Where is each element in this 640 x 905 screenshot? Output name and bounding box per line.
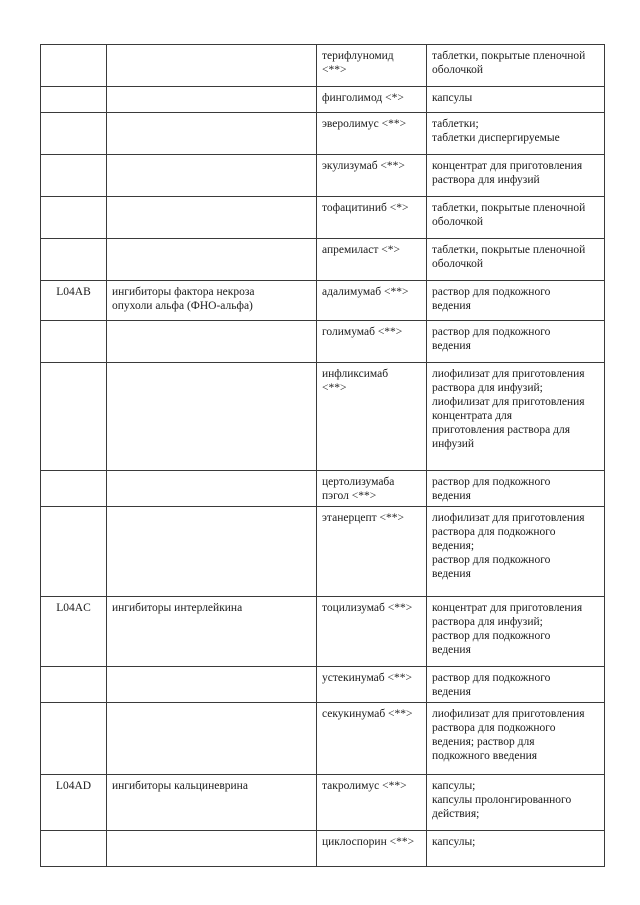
atc-code-cell xyxy=(41,113,107,155)
atc-code-cell xyxy=(41,471,107,507)
pharmacological-group-cell xyxy=(107,113,317,155)
dosage-form-cell: таблетки, покрытые пленочной оболочкой xyxy=(427,197,605,239)
table-row xyxy=(41,239,605,281)
dosage-form-cell: капсулы xyxy=(427,87,605,113)
dosage-form-cell: концентрат для приготовления раствора для инфузий xyxy=(427,155,605,197)
pharmacological-group-cell xyxy=(107,471,317,507)
table-row xyxy=(41,87,605,113)
drug-name-cell: адалимумаб <**> xyxy=(317,281,427,321)
medication-table xyxy=(40,44,605,867)
pharmacological-group-cell xyxy=(107,321,317,363)
drug-name-cell: финголимод <*> xyxy=(317,87,427,113)
drug-name-cell: секукинумаб <**> xyxy=(317,703,427,775)
dosage-form-cell: таблетки, покрытые пленочной оболочкой xyxy=(427,239,605,281)
dosage-form-cell: лиофилизат для приготовления раствора для инфузий; лиофилизат для приготовления концентрата для приготовления раствора для инфузий xyxy=(427,363,605,471)
atc-code-cell: L04AD xyxy=(41,775,107,831)
dosage-form-cell: раствор для подкожного ведения xyxy=(427,471,605,507)
drug-name-cell: тофацитиниб <*> xyxy=(317,197,427,239)
pharmacological-group-cell xyxy=(107,239,317,281)
dosage-form-cell: капсулы; капсулы пролонгированного действия; xyxy=(427,775,605,831)
table-row xyxy=(41,667,605,703)
atc-code-cell xyxy=(41,87,107,113)
drug-name-cell: инфликсимаб <**> xyxy=(317,363,427,471)
drug-name-cell: апремиласт <*> xyxy=(317,239,427,281)
atc-code-cell xyxy=(41,363,107,471)
table-row xyxy=(41,597,605,667)
drug-name-cell: голимумаб <**> xyxy=(317,321,427,363)
drug-name-cell: эверолимус <**> xyxy=(317,113,427,155)
dosage-form-cell: раствор для подкожного ведения xyxy=(427,321,605,363)
drug-name-cell: устекинумаб <**> xyxy=(317,667,427,703)
drug-name-cell: тоцилизумаб <**> xyxy=(317,597,427,667)
pharmacological-group-cell xyxy=(107,155,317,197)
pharmacological-group-cell: ингибиторы интерлейкина xyxy=(107,597,317,667)
drug-name-cell: циклоспорин <**> xyxy=(317,831,427,867)
table-row xyxy=(41,197,605,239)
table-row xyxy=(41,775,605,831)
pharmacological-group-cell xyxy=(107,667,317,703)
pharmacological-group-cell xyxy=(107,197,317,239)
pharmacological-group-cell: ингибиторы фактора некроза опухоли альфа (ФНО-альфа) xyxy=(107,281,317,321)
atc-code-cell xyxy=(41,197,107,239)
table-row xyxy=(41,471,605,507)
atc-code-cell xyxy=(41,321,107,363)
table-row xyxy=(41,45,605,87)
drug-name-cell: экулизумаб <**> xyxy=(317,155,427,197)
table-row xyxy=(41,703,605,775)
dosage-form-cell: раствор для подкожного ведения xyxy=(427,667,605,703)
atc-code-cell xyxy=(41,155,107,197)
atc-code-cell xyxy=(41,831,107,867)
pharmacological-group-cell xyxy=(107,703,317,775)
drug-name-cell: этанерцепт <**> xyxy=(317,507,427,597)
table-row xyxy=(41,831,605,867)
dosage-form-cell: таблетки; таблетки диспергируемые xyxy=(427,113,605,155)
drug-name-cell: терифлуномид <**> xyxy=(317,45,427,87)
dosage-form-cell: лиофилизат для приготовления раствора для подкожного ведения; раствор для подкожного ведения xyxy=(427,507,605,597)
dosage-form-cell: лиофилизат для приготовления раствора для подкожного ведения; раствор для подкожного введения xyxy=(427,703,605,775)
table-row xyxy=(41,321,605,363)
table-row xyxy=(41,507,605,597)
pharmacological-group-cell xyxy=(107,831,317,867)
atc-code-cell xyxy=(41,667,107,703)
atc-code-cell xyxy=(41,507,107,597)
table-row xyxy=(41,363,605,471)
medication-table-body xyxy=(41,45,605,867)
pharmacological-group-cell xyxy=(107,87,317,113)
drug-name-cell: цертолизумаба пэгол <**> xyxy=(317,471,427,507)
pharmacological-group-cell: ингибиторы кальциневрина xyxy=(107,775,317,831)
table-row xyxy=(41,281,605,321)
pharmacological-group-cell xyxy=(107,507,317,597)
dosage-form-cell: таблетки, покрытые пленочной оболочкой xyxy=(427,45,605,87)
table-row xyxy=(41,155,605,197)
table-row xyxy=(41,113,605,155)
dosage-form-cell: раствор для подкожного ведения xyxy=(427,281,605,321)
atc-code-cell: L04AC xyxy=(41,597,107,667)
atc-code-cell xyxy=(41,703,107,775)
dosage-form-cell: концентрат для приготовления раствора для инфузий; раствор для подкожного ведения xyxy=(427,597,605,667)
atc-code-cell: L04AB xyxy=(41,281,107,321)
pharmacological-group-cell xyxy=(107,363,317,471)
pharmacological-group-cell xyxy=(107,45,317,87)
drug-name-cell: такролимус <**> xyxy=(317,775,427,831)
dosage-form-cell: капсулы; xyxy=(427,831,605,867)
atc-code-cell xyxy=(41,239,107,281)
atc-code-cell xyxy=(41,45,107,87)
